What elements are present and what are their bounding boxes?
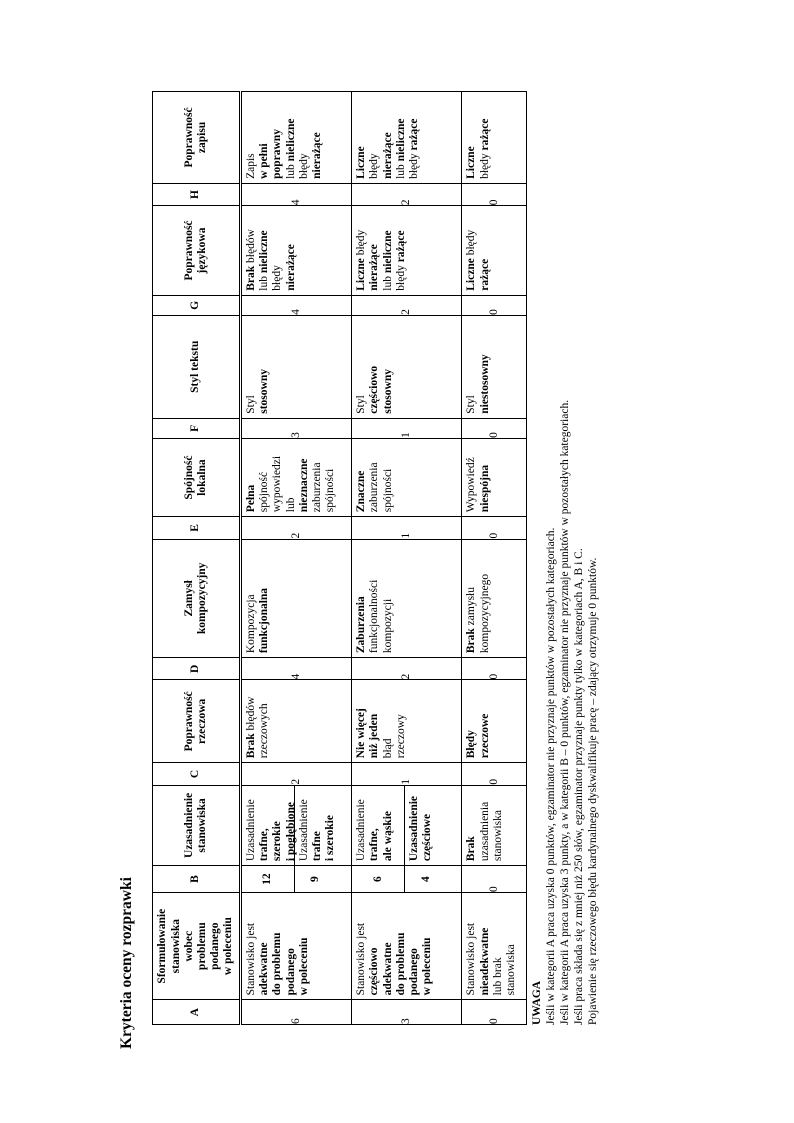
table-row: [352, 92, 462, 1025]
g-points: 4: [241, 295, 352, 315]
a-description: Stanowisko jest adekwatne do problemu podanego w poleceniu: [241, 893, 352, 1000]
header-code-a: A: [153, 1000, 241, 1025]
header-code-e: E: [153, 517, 241, 539]
a-points: 0: [462, 1000, 527, 1025]
d-points: 0: [462, 658, 527, 680]
header-row: [153, 92, 241, 1025]
f-points: 1: [352, 418, 462, 438]
c-points: 1: [352, 763, 462, 785]
note-line: Jeśli praca składa się z mniej niż 250 słów, egzaminator przyznaje punkty tylko w kategoriach A, B i C.: [573, 548, 585, 1025]
g-points: 0: [462, 295, 527, 315]
b-points-cell: [352, 866, 462, 893]
d-description: Kompozycja funkcjonalna: [241, 539, 352, 658]
b-points: 4: [419, 876, 432, 882]
e-description: Znaczne zaburzenia spójności: [352, 438, 462, 516]
e-points: 1: [352, 517, 462, 539]
a-points: 3: [352, 1000, 462, 1025]
b-description-cell: [241, 785, 352, 866]
header-code-d: D: [153, 658, 241, 680]
notes-heading: UWAGA: [531, 980, 543, 1025]
header-label-e: Spójność lokalna: [153, 438, 241, 516]
note-line: Jeśli w kategorii A praca uzyska 0 punktów, egzaminator nie przyznaje punktów w pozostałych kategoriach.: [545, 527, 557, 1025]
d-points: 4: [241, 658, 352, 680]
h-description: Liczne błędy rażące: [462, 92, 527, 184]
b-points: 6: [352, 866, 405, 892]
c-points: 2: [241, 763, 352, 785]
note-line: Jeśli w kategorii A praca uzyska 3 punkty, a w kategorii B – 0 punktów, egzaminator nie przyznaje punktów w pozostałych kategoriach.: [559, 399, 571, 1025]
b-points-cell: [241, 866, 352, 893]
h-points: 0: [462, 183, 527, 205]
h-description: Liczne błędy nierażące lub nieliczne błędy rażące: [352, 92, 462, 184]
c-description: Brak błędów rzeczowych: [241, 680, 352, 763]
f-points: 3: [241, 418, 352, 438]
d-points: 2: [352, 658, 462, 680]
header-code-f: F: [153, 418, 241, 438]
e-description: Wypowiedź niespójna: [462, 438, 527, 516]
g-description: Liczne błędy rażące: [462, 206, 527, 295]
b-description: Uzasadnienie trafne i szerokie: [298, 799, 337, 862]
c-points: 0: [462, 763, 527, 785]
h-description: Zapis w pełni poprawny lub nieliczne błędy nierażące: [241, 92, 352, 184]
b-description: Uzasadnienie trafne, ale wąskie: [352, 786, 405, 866]
f-description: Styl stosowny: [241, 315, 352, 418]
header-label-b: Uzasadnienie stanowiska: [153, 785, 241, 866]
c-description: Błędy rzeczowe: [462, 680, 527, 763]
b-description-cell: [352, 785, 462, 866]
g-description: Brak błędów lub nieliczne błędy nierażące: [241, 206, 352, 295]
note-line: Pojawienie się rzeczowego błędu kardynalnego dyskwalifikuje pracę – zdający otrzymuje 0 punktów.: [587, 557, 599, 1025]
f-description: Styl niestosowny: [462, 315, 527, 418]
header-code-g: G: [153, 295, 241, 315]
a-description: Stanowisko jest nieadekwatne lub brak stanowiska: [462, 893, 527, 1000]
f-description: Styl częściowo stosowny: [352, 315, 462, 418]
header-code-h: H: [153, 183, 241, 205]
header-label-d: Zamysł kompozycyjny: [153, 539, 241, 658]
table-row: [241, 92, 352, 1025]
h-points: 2: [352, 183, 462, 205]
header-label-c: Poprawność rzeczowa: [153, 680, 241, 763]
header-code-c: C: [153, 763, 241, 785]
b-points: 12: [242, 866, 295, 892]
d-description: Zaburzenia funkcjonalności kompozycji: [352, 539, 462, 658]
g-points: 2: [352, 295, 462, 315]
header-label-a: Sformułowanie stanowiska wobec problemu podanego w poleceniu: [153, 893, 241, 1000]
b-description: Uzasadnienie częściowe: [408, 795, 434, 862]
e-points: 2: [241, 517, 352, 539]
page-title: Kryteria oceny rozprawki: [118, 877, 135, 1049]
table-row: [462, 92, 527, 1025]
b-points: 9: [309, 876, 322, 882]
c-description: Nie więcej niż jeden błąd rzeczowy: [352, 680, 462, 763]
header-code-b: B: [153, 866, 241, 893]
e-description: Pełna spójność wypowiedzi lub nieznaczne zaburzenia spójności: [241, 438, 352, 516]
a-points: 6: [241, 1000, 352, 1025]
b-points: 0: [462, 866, 527, 893]
b-description: Brak uzasadnienia stanowiska: [462, 785, 527, 866]
criteria-table: [152, 91, 527, 1025]
notes: [530, 91, 600, 1025]
h-points: 4: [241, 183, 352, 205]
rotated-page-content: [112, 87, 599, 1049]
f-points: 0: [462, 418, 527, 438]
e-points: 0: [462, 517, 527, 539]
b-description: Uzasadnienie trafne, szerokie i pogłębione: [242, 786, 295, 866]
g-description: Liczne błędy nierażące lub nieliczne błędy rażące: [352, 206, 462, 295]
header-label-h: Poprawność zapisu: [153, 92, 241, 184]
header-label-f: Styl tekstu: [153, 315, 241, 418]
header-label-g: Poprawność językowa: [153, 206, 241, 295]
a-description: Stanowisko jest częściowo adekwatne do problemu podanego w poleceniu: [352, 893, 462, 1000]
d-description: Brak zamysłu kompozycyjnego: [462, 539, 527, 658]
